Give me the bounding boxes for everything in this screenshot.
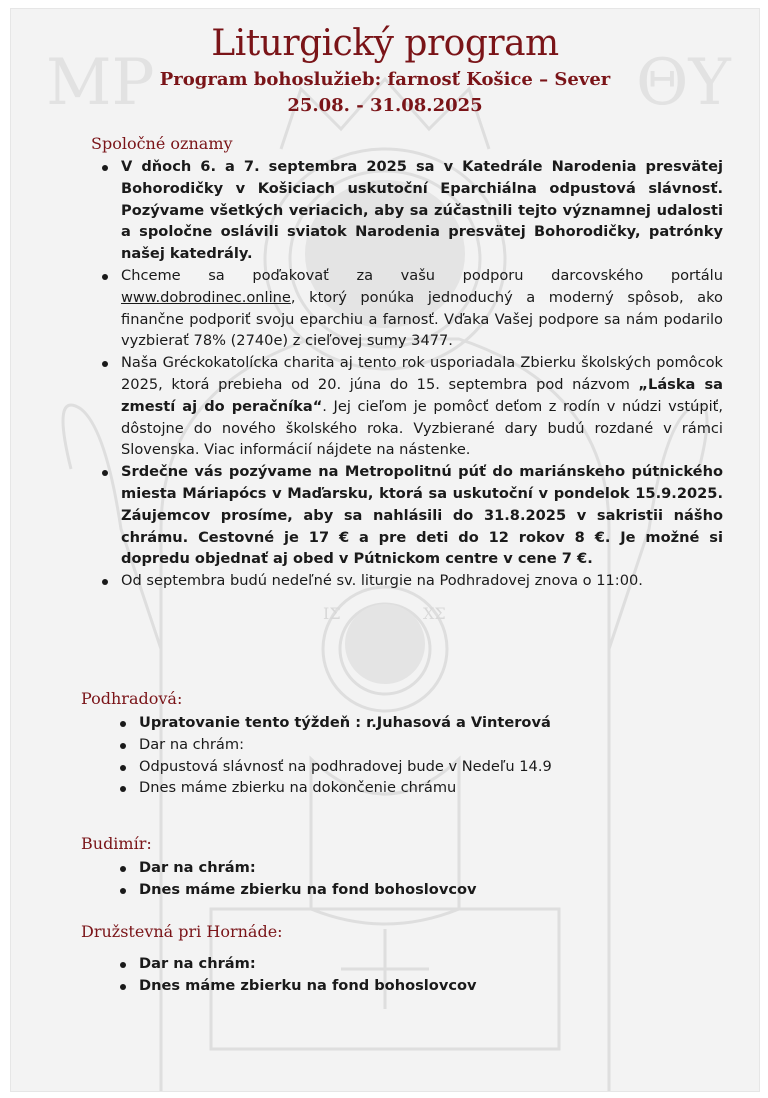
icon-letters-right: ΘΥ: [636, 46, 731, 120]
list-item: Dar na chrám:: [139, 953, 699, 975]
icon-letters-small-left: ΙΣ: [323, 604, 341, 623]
page-subtitle: Program bohoslužieb: farnosť Košice – Sever: [159, 69, 611, 90]
podhradova-list: [139, 712, 699, 799]
list-item: Dar na chrám:: [139, 734, 699, 756]
section-heading-budimir: Budimír:: [81, 834, 152, 853]
announcement-text: . Jej cieľom je pomôcť deťom z rodín v núdzi vstúpiť, dôstojne do nového školského roka. Vyzbierané dary budú rozdané v rámci Slovenska. Viac informácií nájdete na nástenke.: [121, 397, 724, 459]
date-range: 25.08. - 31.08.2025: [287, 95, 483, 116]
list-item: Dnes máme zbierku na fond bohoslovcov: [139, 975, 699, 997]
list-item: Dnes máme zbierku na dokončenie chrámu: [139, 777, 699, 799]
budimir-list: [139, 857, 699, 901]
document-content: [11, 9, 759, 1091]
icon-letters-left: ΜΡ: [46, 46, 155, 120]
section-heading-announcements: Spoločné oznamy: [91, 134, 233, 153]
announcements-list: [121, 156, 723, 592]
announcement-item: [121, 265, 723, 352]
announcement-text: Chceme sa poďakovať za vašu podporu darcovského portálu: [121, 266, 723, 284]
donation-portal-link[interactable]: www.dobrodinec.online: [121, 288, 291, 306]
page-frame: [10, 8, 760, 1092]
announcement-item: [121, 352, 723, 461]
section-heading-podhradova: Podhradová:: [81, 689, 183, 708]
announcement-text: Naša Gréckokatolícka charita aj tento rok usporiadala Zbierku školských pomôcok 2025, ktorá prebieha od 20. júna do 15. septembra pod názvom: [121, 354, 723, 393]
announcement-item: Od septembra budú nedeľné sv. liturgie na Podhradovej znova o 11:00.: [121, 570, 723, 592]
section-heading-druzstevna: Družstevná pri Hornáde:: [81, 922, 283, 941]
page-title: Liturgický program: [211, 23, 559, 64]
list-item: Dnes máme zbierku na fond bohoslovcov: [139, 879, 699, 901]
list-item: Dar na chrám:: [139, 857, 699, 879]
campaign-name: „Láska sa zmestí aj do peračníka“: [121, 375, 723, 415]
list-item: Odpustová slávnosť na podhradovej bude v Nedeľu 14.9: [139, 756, 699, 778]
announcement-item: V dňoch 6. a 7. septembra 2025 sa v Katedrále Narodenia presvätej Bohorodičky v Košiciach uskutoční Eparchiálna odpustová slávnosť. Pozývame všetkých veriacich, aby sa zúčastnili tejto významnej udalosti a spoločne oslávili sviatok Narodenia presvätej Bohorodičky, patrónky našej katedrály.: [121, 156, 723, 265]
announcement-item: Srdečne vás pozývame na Metropolitnú púť do mariánskeho pútnického miesta Máriapócs v Maďarsku, ktorá sa uskutoční v pondelok 15.9.2025. Záujemcov prosíme, aby sa nahlásili do 31.8.2025 v sakristii nášho chrámu. Cestovné je 17 € a pre deti do 12 rokov 8 €. Je možné si dopredu objednať aj obed v Pútnickom centre v cene 7 €.: [121, 461, 723, 570]
list-item: Upratovanie tento týždeň : r.Juhasová a Vinterová: [139, 712, 699, 734]
announcement-text: , ktorý ponúka jednoduchý a moderný spôsob, ako finančne podporiť svoju eparchiu a farnosť. Vďaka Vašej podpore sa nám podarilo vyzbierať 78% (2740e) z cieľovej sumy 3477.: [121, 288, 723, 350]
icon-letters-small-right: ΧΣ: [423, 604, 446, 623]
druzstevna-list: [139, 953, 699, 997]
